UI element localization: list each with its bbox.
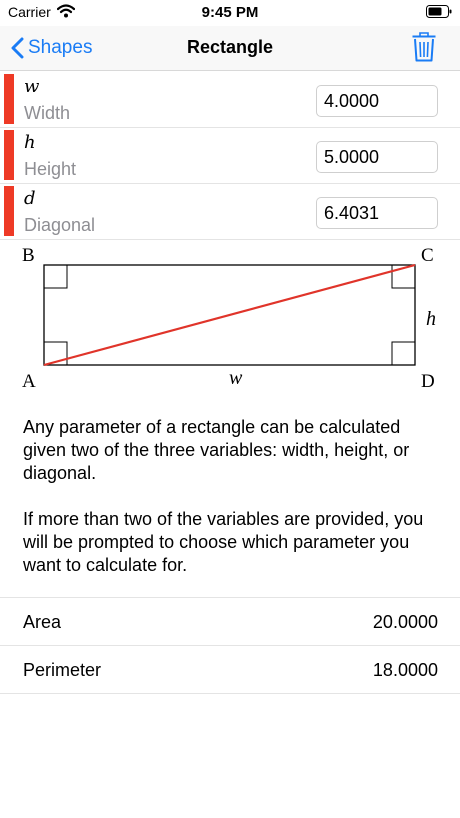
right-angle-marker-d [392,342,415,365]
area-value: 20.0000 [372,612,438,632]
width-row [0,72,460,128]
corner-label-a: A [22,371,36,392]
diagonal-input[interactable] [316,197,438,229]
back-button-label: Shapes [28,37,93,58]
height-accent-bar [4,130,14,180]
corner-label-b: B [22,245,35,266]
width-label: Width [24,103,71,123]
width-side-label: w [229,367,243,389]
description-paragraph-2: If more than two of the variables are provided, you will be prompted to choose which parameter you want to calculate for. [23,509,424,575]
status-bar [0,0,460,26]
width-input[interactable] [316,85,438,117]
perimeter-result-row [0,645,460,693]
height-symbol: h [24,132,36,153]
width-symbol: w [24,76,40,97]
diagonal-symbol: d [24,188,36,209]
corner-label-d: D [421,371,435,392]
perimeter-value: 18.0000 [372,660,438,680]
navigation-bar [0,26,460,71]
carrier-label: Carrier [8,4,51,20]
width-accent-bar [4,74,14,124]
diagonal-accent-bar [4,186,14,236]
page-title: Rectangle [186,37,274,57]
description-paragraph-1: Any parameter of a rectangle can be calculated given two of the three variables: width, height, or diagonal. [23,417,410,483]
diagonal-row [0,184,460,240]
diagonal-line [44,265,415,365]
area-label: Area [23,612,62,632]
height-label: Height [24,159,77,179]
battery-icon [426,5,452,18]
height-row [0,128,460,184]
corner-label-c: C [421,245,434,266]
results-divider [0,693,460,694]
area-result-row [0,597,460,645]
diagonal-label: Diagonal [24,215,96,235]
trash-icon[interactable] [412,32,436,62]
height-side-label: h [426,308,436,330]
rectangle-diagram [0,240,460,396]
status-time: 9:45 PM [201,4,259,21]
perimeter-label: Perimeter [23,660,102,680]
right-angle-marker-b [44,265,67,288]
height-input[interactable] [316,141,438,173]
